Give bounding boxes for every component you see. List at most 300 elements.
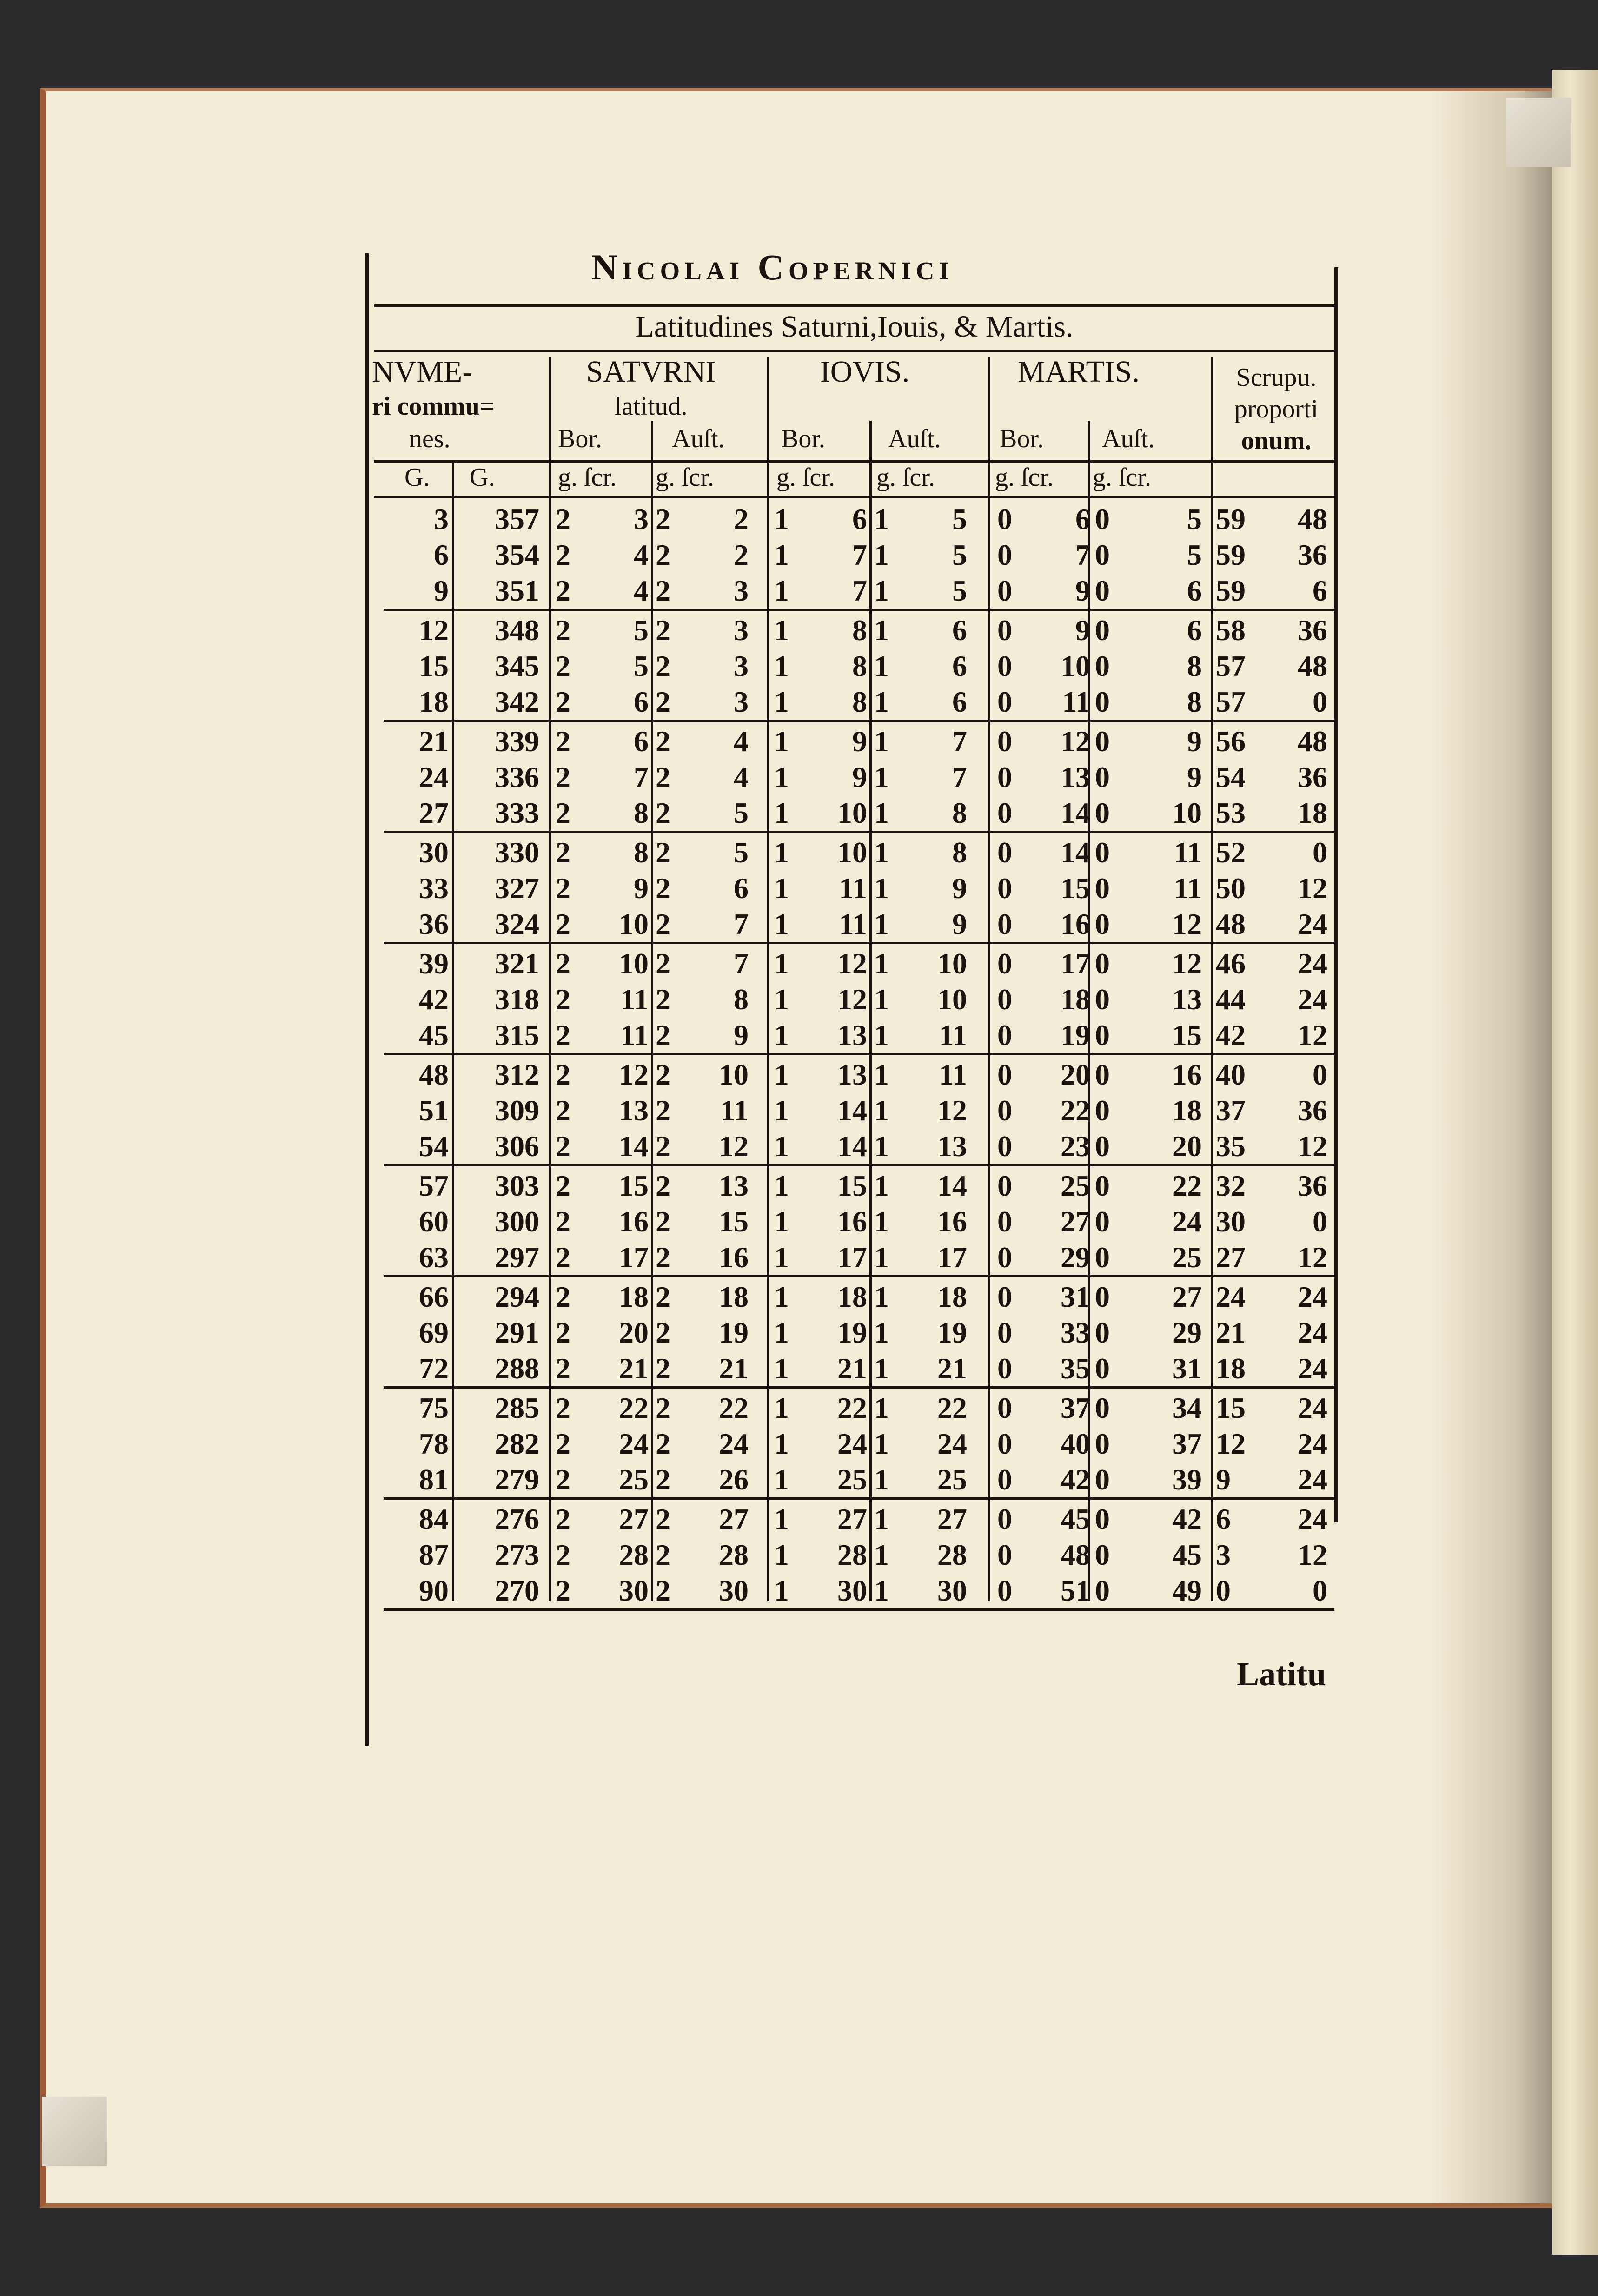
cell-iouis-bor: 1 25 [774, 1463, 867, 1496]
cell-num-a: 57 [419, 1169, 449, 1202]
table-row [374, 538, 1334, 575]
cell-iouis-aust: 1 7 [874, 725, 967, 758]
cell-num-b: 324 [495, 907, 539, 940]
cell-iouis-bor: 1 11 [774, 907, 867, 940]
cell-num-b: 276 [495, 1502, 539, 1535]
group-rule [384, 1497, 1334, 1500]
cell-martis-aust: 0 27 [1095, 1280, 1202, 1313]
cell-num-a: 69 [419, 1316, 449, 1349]
cell-num-a: 66 [419, 1280, 449, 1313]
cell-num-b: 339 [495, 725, 539, 758]
cell-martis-aust: 0 12 [1095, 907, 1202, 940]
cell-scrupula: 37 36 [1216, 1094, 1327, 1127]
table-row [374, 1169, 1334, 1206]
cell-num-b: 288 [495, 1352, 539, 1385]
cell-martis-bor: 0 51 [997, 1574, 1090, 1607]
header-numeri-line2: ri commu= [372, 392, 495, 421]
unit-martis-aust: g. ſcr. [1093, 463, 1151, 492]
cell-martis-aust: 0 39 [1095, 1463, 1202, 1496]
cell-iouis-aust: 1 6 [874, 614, 967, 647]
cell-scrupula: 3 12 [1216, 1538, 1327, 1571]
cell-saturni-aust: 2 11 [656, 1094, 749, 1127]
unit-iouis-bor: g. ſcr. [776, 463, 835, 492]
cell-saturni-bor: 2 4 [556, 574, 649, 607]
cell-scrupula: 53 18 [1216, 796, 1327, 829]
cell-saturni-bor: 2 7 [556, 761, 649, 794]
cell-num-b: 315 [495, 1019, 539, 1052]
cell-saturni-aust: 2 5 [656, 796, 749, 829]
cell-iouis-aust: 1 8 [874, 796, 967, 829]
cell-num-b: 297 [495, 1241, 539, 1274]
cell-iouis-bor: 1 7 [774, 538, 867, 571]
header-saturni-bor: Bor. [558, 424, 602, 453]
cell-saturni-bor: 2 10 [556, 907, 649, 940]
cell-iouis-aust: 1 9 [874, 907, 967, 940]
cell-martis-aust: 0 5 [1095, 503, 1202, 536]
cell-num-a: 42 [419, 983, 449, 1016]
cell-num-b: 327 [495, 872, 539, 905]
cell-scrupula: 48 24 [1216, 907, 1327, 940]
cell-martis-bor: 0 13 [997, 761, 1090, 794]
cell-iouis-bor: 1 13 [774, 1019, 867, 1052]
cell-iouis-aust: 1 6 [874, 649, 967, 682]
cell-scrupula: 27 12 [1216, 1241, 1327, 1274]
cell-scrupula: 54 36 [1216, 761, 1327, 794]
cell-saturni-bor: 2 3 [556, 503, 649, 536]
cell-saturni-bor: 2 10 [556, 947, 649, 980]
cell-iouis-aust: 1 17 [874, 1241, 967, 1274]
cell-saturni-aust: 2 27 [656, 1502, 749, 1535]
cell-saturni-bor: 2 17 [556, 1241, 649, 1274]
cell-martis-aust: 0 6 [1095, 574, 1202, 607]
cell-saturni-bor: 2 11 [556, 983, 649, 1016]
cell-martis-bor: 0 40 [997, 1427, 1090, 1460]
table-row [374, 613, 1334, 650]
cell-martis-bor: 0 9 [997, 574, 1090, 607]
header-martis: MARTIS. [1018, 355, 1140, 389]
cell-iouis-aust: 1 11 [874, 1058, 967, 1091]
cell-num-b: 303 [495, 1169, 539, 1202]
unit-rule [374, 496, 1334, 498]
header-numeri-line3: nes. [409, 424, 451, 453]
table-row [374, 1204, 1334, 1242]
cell-saturni-bor: 2 14 [556, 1130, 649, 1163]
cell-iouis-aust: 1 7 [874, 761, 967, 794]
cell-saturni-bor: 2 28 [556, 1538, 649, 1571]
table-row [374, 946, 1334, 984]
cell-martis-aust: 0 8 [1095, 649, 1202, 682]
cell-iouis-bor: 1 14 [774, 1130, 867, 1163]
header-martis-aust: Auſt. [1102, 424, 1155, 453]
cell-saturni-aust: 2 3 [656, 685, 749, 718]
cell-scrupula: 12 24 [1216, 1427, 1327, 1460]
cell-num-a: 87 [419, 1538, 449, 1571]
cell-scrupula: 15 24 [1216, 1391, 1327, 1424]
cell-num-a: 90 [419, 1574, 449, 1607]
table-row [374, 1058, 1334, 1095]
cell-num-a: 45 [419, 1019, 449, 1052]
unit-saturni-bor: g. ſcr. [558, 463, 617, 492]
cell-martis-aust: 0 12 [1095, 947, 1202, 980]
cell-num-a: 21 [419, 725, 449, 758]
cell-iouis-aust: 1 8 [874, 836, 967, 869]
cell-num-a: 75 [419, 1391, 449, 1424]
cell-scrupula: 0 0 [1216, 1574, 1327, 1607]
cell-saturni-aust: 2 30 [656, 1574, 749, 1607]
cell-scrupula: 57 48 [1216, 649, 1327, 682]
cell-martis-bor: 0 15 [997, 872, 1090, 905]
cell-saturni-aust: 2 21 [656, 1352, 749, 1385]
cell-martis-aust: 0 13 [1095, 983, 1202, 1016]
cell-iouis-aust: 1 21 [874, 1352, 967, 1385]
cell-scrupula: 42 12 [1216, 1019, 1327, 1052]
cell-scrupula: 57 0 [1216, 685, 1327, 718]
header-saturni-sub: latitud. [614, 392, 688, 421]
cell-scrupula: 59 36 [1216, 538, 1327, 571]
table-border-right [1334, 267, 1338, 1522]
cell-scrupula: 56 48 [1216, 725, 1327, 758]
cell-saturni-aust: 2 3 [656, 614, 749, 647]
page-corner-tab-top [1506, 98, 1571, 167]
cell-saturni-aust: 2 15 [656, 1205, 749, 1238]
cell-scrupula: 46 24 [1216, 947, 1327, 980]
cell-saturni-aust: 2 6 [656, 872, 749, 905]
cell-num-b: 270 [495, 1574, 539, 1607]
cell-iouis-bor: 1 10 [774, 796, 867, 829]
cell-scrupula: 44 24 [1216, 983, 1327, 1016]
cell-martis-aust: 0 37 [1095, 1427, 1202, 1460]
cell-martis-bor: 0 29 [997, 1241, 1090, 1274]
cell-martis-bor: 0 42 [997, 1463, 1090, 1496]
cell-martis-aust: 0 6 [1095, 614, 1202, 647]
cell-martis-bor: 0 45 [997, 1502, 1090, 1535]
cell-num-b: 318 [495, 983, 539, 1016]
cell-num-a: 36 [419, 907, 449, 940]
table-row [374, 982, 1334, 1019]
cell-num-b: 342 [495, 685, 539, 718]
cell-saturni-bor: 2 6 [556, 725, 649, 758]
cell-iouis-bor: 1 9 [774, 725, 867, 758]
cell-martis-aust: 0 11 [1095, 872, 1202, 905]
cell-saturni-aust: 2 19 [656, 1316, 749, 1349]
cell-scrupula: 40 0 [1216, 1058, 1327, 1091]
cell-iouis-bor: 1 8 [774, 685, 867, 718]
table-row [374, 907, 1334, 944]
cell-martis-aust: 0 42 [1095, 1502, 1202, 1535]
cell-saturni-bor: 2 25 [556, 1463, 649, 1496]
cell-saturni-aust: 2 16 [656, 1241, 749, 1274]
cell-saturni-aust: 2 4 [656, 761, 749, 794]
cell-martis-bor: 0 18 [997, 983, 1090, 1016]
header-scrupu-line2: proporti [1234, 395, 1319, 423]
cell-num-a: 18 [419, 685, 449, 718]
cell-scrupula: 58 36 [1216, 614, 1327, 647]
unit-g-1: G. [404, 463, 430, 492]
cell-iouis-bor: 1 9 [774, 761, 867, 794]
cell-iouis-bor: 1 30 [774, 1574, 867, 1607]
cell-iouis-bor: 1 13 [774, 1058, 867, 1091]
cell-iouis-bor: 1 16 [774, 1205, 867, 1238]
cell-saturni-aust: 2 12 [656, 1130, 749, 1163]
running-head: Nicolai Copernici [591, 247, 954, 287]
cell-iouis-aust: 1 10 [874, 947, 967, 980]
table-row [374, 685, 1334, 722]
cell-martis-bor: 0 37 [997, 1391, 1090, 1424]
cell-martis-aust: 0 20 [1095, 1130, 1202, 1163]
cell-iouis-bor: 1 18 [774, 1280, 867, 1313]
header-scrupu-line1: Scrupu. [1236, 363, 1317, 392]
group-rule [384, 1164, 1334, 1166]
cell-num-a: 84 [419, 1502, 449, 1535]
cell-iouis-bor: 1 14 [774, 1094, 867, 1127]
cell-saturni-bor: 2 20 [556, 1316, 649, 1349]
cell-martis-bor: 0 17 [997, 947, 1090, 980]
cell-saturni-bor: 2 6 [556, 685, 649, 718]
cell-iouis-aust: 1 11 [874, 1019, 967, 1052]
cell-iouis-bor: 1 7 [774, 574, 867, 607]
cell-scrupula: 24 24 [1216, 1280, 1327, 1313]
cell-num-b: 306 [495, 1130, 539, 1163]
cell-num-b: 309 [495, 1094, 539, 1127]
cell-num-b: 348 [495, 614, 539, 647]
header-iouis: IOVIS. [820, 355, 910, 389]
table-row [374, 1538, 1334, 1575]
group-rule [384, 609, 1334, 611]
cell-num-a: 54 [419, 1130, 449, 1163]
cell-martis-bor: 0 35 [997, 1352, 1090, 1385]
cell-iouis-aust: 1 6 [874, 685, 967, 718]
cell-iouis-aust: 1 18 [874, 1280, 967, 1313]
cell-iouis-aust: 1 12 [874, 1094, 967, 1127]
cell-scrupula: 21 24 [1216, 1316, 1327, 1349]
cell-num-a: 30 [419, 836, 449, 869]
table-row [374, 760, 1334, 797]
cell-scrupula: 6 24 [1216, 1502, 1327, 1535]
cell-iouis-bor: 1 24 [774, 1427, 867, 1460]
cell-num-a: 6 [434, 538, 449, 571]
cell-saturni-bor: 2 5 [556, 649, 649, 682]
cell-martis-aust: 0 24 [1095, 1205, 1202, 1238]
cell-num-a: 12 [419, 614, 449, 647]
cell-iouis-aust: 1 19 [874, 1316, 967, 1349]
cell-iouis-aust: 1 10 [874, 983, 967, 1016]
cell-iouis-aust: 1 28 [874, 1538, 967, 1571]
cell-martis-bor: 0 22 [997, 1094, 1090, 1127]
cell-num-b: 285 [495, 1391, 539, 1424]
cell-num-b: 345 [495, 649, 539, 682]
cell-saturni-aust: 2 28 [656, 1538, 749, 1571]
header-iouis-aust: Auſt. [888, 424, 941, 453]
cell-saturni-bor: 2 27 [556, 1502, 649, 1535]
cell-num-a: 60 [419, 1205, 449, 1238]
cell-num-b: 300 [495, 1205, 539, 1238]
cell-saturni-aust: 2 22 [656, 1391, 749, 1424]
cell-iouis-aust: 1 16 [874, 1205, 967, 1238]
cell-num-b: 354 [495, 538, 539, 571]
cell-martis-aust: 0 16 [1095, 1058, 1202, 1091]
table-row [374, 1427, 1334, 1464]
cell-martis-aust: 0 9 [1095, 761, 1202, 794]
header-scrupu-line3: onum. [1241, 426, 1312, 455]
table-row [374, 1018, 1334, 1055]
cell-saturni-bor: 2 15 [556, 1169, 649, 1202]
cell-num-a: 51 [419, 1094, 449, 1127]
cell-num-a: 33 [419, 872, 449, 905]
table-row [374, 1129, 1334, 1166]
cell-scrupula: 59 6 [1216, 574, 1327, 607]
table-row [374, 1093, 1334, 1131]
cell-martis-bor: 0 27 [997, 1205, 1090, 1238]
cell-saturni-bor: 2 22 [556, 1391, 649, 1424]
cell-iouis-bor: 1 12 [774, 983, 867, 1016]
cell-iouis-bor: 1 27 [774, 1502, 867, 1535]
cell-iouis-bor: 1 8 [774, 614, 867, 647]
group-rule [384, 942, 1334, 944]
cell-num-b: 330 [495, 836, 539, 869]
cell-scrupula: 30 0 [1216, 1205, 1327, 1238]
cell-num-b: 312 [495, 1058, 539, 1091]
table-row [374, 1462, 1334, 1500]
cell-martis-aust: 0 8 [1095, 685, 1202, 718]
cell-iouis-bor: 1 17 [774, 1241, 867, 1274]
cell-martis-bor: 0 6 [997, 503, 1090, 536]
table-title: Latitudines Saturni,Iouis, & Martis. [635, 310, 1074, 344]
cell-scrupula: 9 24 [1216, 1463, 1327, 1496]
cell-martis-bor: 0 7 [997, 538, 1090, 571]
cell-saturni-aust: 2 2 [656, 538, 749, 571]
group-rule [384, 720, 1334, 722]
cell-iouis-bor: 1 21 [774, 1352, 867, 1385]
cell-saturni-bor: 2 5 [556, 614, 649, 647]
table-row [374, 835, 1334, 873]
table-row [374, 1574, 1334, 1611]
header-numeri-line1: NVME- [372, 355, 473, 389]
book-page-edge [1552, 70, 1598, 2255]
cell-iouis-aust: 1 5 [874, 538, 967, 571]
cell-iouis-bor: 1 22 [774, 1391, 867, 1424]
cell-num-b: 294 [495, 1280, 539, 1313]
cell-scrupula: 59 48 [1216, 503, 1327, 536]
cell-num-a: 15 [419, 649, 449, 682]
cell-iouis-aust: 1 5 [874, 503, 967, 536]
catchword: Latitu [1237, 1655, 1326, 1693]
cell-martis-bor: 0 9 [997, 614, 1090, 647]
cell-num-a: 39 [419, 947, 449, 980]
cell-martis-aust: 0 34 [1095, 1391, 1202, 1424]
header-saturni-aust: Auſt. [672, 424, 725, 453]
cell-saturni-aust: 2 7 [656, 907, 749, 940]
cell-martis-bor: 0 14 [997, 796, 1090, 829]
cell-martis-aust: 0 29 [1095, 1316, 1202, 1349]
cell-saturni-bor: 2 4 [556, 538, 649, 571]
cell-saturni-aust: 2 2 [656, 503, 749, 536]
cell-scrupula: 35 12 [1216, 1130, 1327, 1163]
cell-saturni-bor: 2 12 [556, 1058, 649, 1091]
cell-iouis-aust: 1 25 [874, 1463, 967, 1496]
table-row [374, 1280, 1334, 1317]
unit-g-2: G. [470, 463, 495, 492]
cell-saturni-aust: 2 8 [656, 983, 749, 1016]
header-saturni: SATVRNI [586, 355, 716, 389]
cell-martis-aust: 0 31 [1095, 1352, 1202, 1385]
cell-saturni-bor: 2 30 [556, 1574, 649, 1607]
cell-scrupula: 18 24 [1216, 1352, 1327, 1385]
table-row [374, 1240, 1334, 1277]
cell-saturni-bor: 2 9 [556, 872, 649, 905]
group-rule [384, 1608, 1334, 1611]
cell-saturni-bor: 2 8 [556, 796, 649, 829]
cell-martis-bor: 0 20 [997, 1058, 1090, 1091]
unit-martis-bor: g. ſcr. [995, 463, 1054, 492]
cell-martis-aust: 0 25 [1095, 1241, 1202, 1274]
table-row [374, 724, 1334, 761]
cell-scrupula: 52 0 [1216, 836, 1327, 869]
cell-martis-bor: 0 11 [997, 685, 1090, 718]
cell-saturni-aust: 2 3 [656, 649, 749, 682]
page-gutter-shadow [1431, 91, 1552, 2203]
cell-num-a: 72 [419, 1352, 449, 1385]
table-row [374, 1316, 1334, 1353]
cell-iouis-bor: 1 6 [774, 503, 867, 536]
cell-iouis-bor: 1 11 [774, 872, 867, 905]
cell-iouis-aust: 1 14 [874, 1169, 967, 1202]
cell-saturni-bor: 2 13 [556, 1094, 649, 1127]
cell-iouis-aust: 1 13 [874, 1130, 967, 1163]
cell-martis-bor: 0 10 [997, 649, 1090, 682]
cell-iouis-bor: 1 10 [774, 836, 867, 869]
table-row [374, 871, 1334, 908]
cell-num-b: 333 [495, 796, 539, 829]
cell-iouis-aust: 1 27 [874, 1502, 967, 1535]
cell-saturni-aust: 2 3 [656, 574, 749, 607]
cell-saturni-bor: 2 8 [556, 836, 649, 869]
table-border-left [365, 253, 369, 1746]
unit-saturni-aust: g. ſcr. [656, 463, 714, 492]
cell-iouis-aust: 1 30 [874, 1574, 967, 1607]
group-rule [384, 831, 1334, 833]
cell-martis-aust: 0 11 [1095, 836, 1202, 869]
table-row [374, 1502, 1334, 1539]
cell-martis-aust: 0 10 [1095, 796, 1202, 829]
cell-martis-bor: 0 31 [997, 1280, 1090, 1313]
cell-num-b: 321 [495, 947, 539, 980]
cell-num-a: 48 [419, 1058, 449, 1091]
cell-num-a: 78 [419, 1427, 449, 1460]
cell-iouis-bor: 1 19 [774, 1316, 867, 1349]
page-corner-tab-bottom [42, 2097, 107, 2166]
cell-iouis-bor: 1 15 [774, 1169, 867, 1202]
table-row [374, 1351, 1334, 1389]
table-row [374, 649, 1334, 686]
cell-num-a: 81 [419, 1463, 449, 1496]
cell-saturni-bor: 2 24 [556, 1427, 649, 1460]
cell-num-b: 273 [495, 1538, 539, 1571]
cell-iouis-aust: 1 5 [874, 574, 967, 607]
cell-martis-bor: 0 25 [997, 1169, 1090, 1202]
cell-iouis-bor: 1 8 [774, 649, 867, 682]
cell-martis-aust: 0 9 [1095, 725, 1202, 758]
cell-martis-bor: 0 12 [997, 725, 1090, 758]
cell-saturni-bor: 2 11 [556, 1019, 649, 1052]
cell-num-a: 27 [419, 796, 449, 829]
group-rule [384, 1053, 1334, 1055]
cell-martis-aust: 0 15 [1095, 1019, 1202, 1052]
cell-num-b: 357 [495, 503, 539, 536]
group-rule [384, 1275, 1334, 1277]
cell-martis-bor: 0 19 [997, 1019, 1090, 1052]
table-row [374, 574, 1334, 611]
cell-saturni-aust: 2 13 [656, 1169, 749, 1202]
